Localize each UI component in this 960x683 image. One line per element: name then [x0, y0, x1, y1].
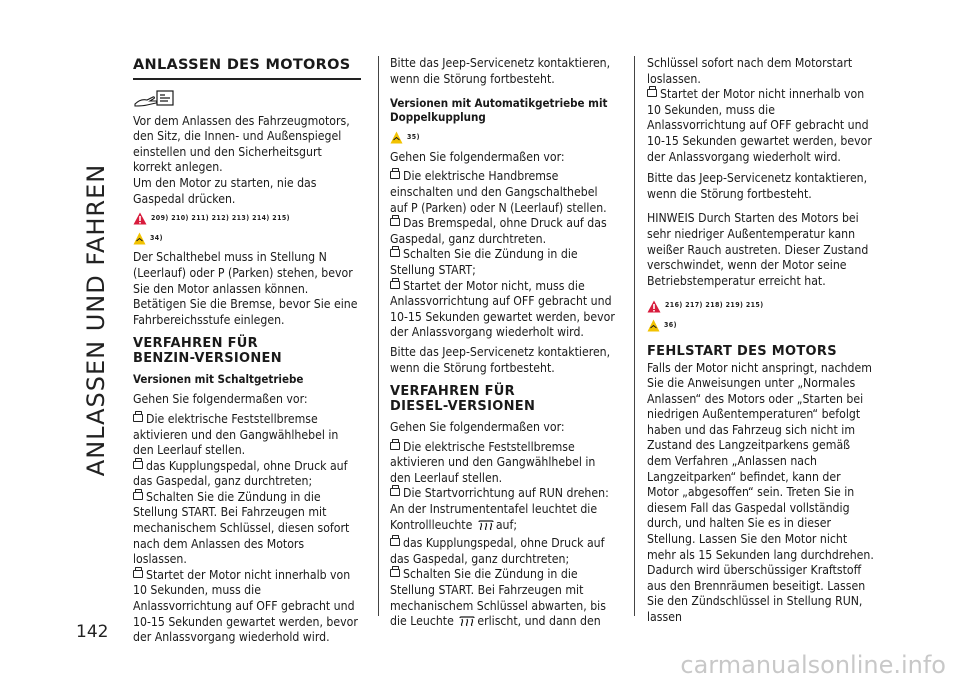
step-icon [390, 171, 400, 179]
manual-hand-icon [133, 88, 177, 110]
note-refs-text: 34) [150, 233, 163, 242]
contact-paragraph: Bitte das Jeep-Servicenetz kontaktieren, wenn die Störung fortbesteht. [647, 171, 868, 201]
step-text: Startet der Motor nicht innerhalb von 10 Sekunden, muss die Anlassvorrichtung auf OFF gebracht und 10-15 Sekunden gewartet werden, bevor der Anlassvorgang wiederholt wird. [647, 87, 872, 164]
step [390, 486, 618, 533]
column-3 [647, 56, 875, 630]
diesel-heading [390, 384, 618, 414]
warning-triangle-icon [647, 300, 661, 313]
warning-refs-text: 209) 210) 211) 212) 213) 214) 215) [151, 214, 290, 223]
diesel-heading-line-2: DIESEL-VERSIONEN [390, 399, 536, 415]
lead-text: Gehen Sie folgendermaßen vor: [390, 420, 565, 435]
step [390, 440, 618, 487]
lead-text: Gehen Sie folgendermaßen vor: [133, 392, 308, 407]
contact-paragraph: Bitte das Jeep-Servicenetz kontaktieren, wenn die Störung fortbesteht. [390, 56, 611, 86]
step-icon [133, 461, 143, 469]
section-heading: ANLASSEN DES MOTOROS [133, 58, 361, 80]
step-text: erlischt, und dann den [477, 614, 601, 629]
step-icon [390, 569, 400, 577]
chapter-title-text: ANLASSEN UND FAHREN [82, 163, 111, 477]
step [133, 490, 361, 568]
warning-refs-text: 216) 217) 218) 219) 215) [665, 301, 764, 310]
step [133, 412, 361, 459]
column-2 [390, 56, 618, 630]
petrol-heading-line-2: BENZIN-VERSIONEN [133, 351, 282, 367]
diesel-heading-line-1: VERFAHREN FÜR [390, 384, 515, 400]
step-icon [390, 249, 400, 257]
step [390, 247, 618, 278]
column-1 [133, 56, 361, 646]
step [390, 169, 618, 216]
step-text: das Kupplungspedal, ohne Druck auf das Gaspedal, ganz durchtreten; [133, 458, 348, 489]
watermark: carmanualsonline.info [680, 651, 946, 679]
step-text: Schalten Sie die Zündung in die Stellung START. Bei Fahrzeugen mit mechanischem Schlüssel abwarten, bis die Leuchte [390, 567, 606, 629]
note-refs [390, 130, 618, 146]
step-text: Startet der Motor nicht, muss die Anlassvorrichtung auf OFF gebracht und 10-15 Sekunden gewartet werden, bevor der Anlassvorgang wiederholt wird. [390, 278, 615, 340]
fail-heading: FEHLSTART DES MOTORS [647, 343, 837, 359]
step-icon [133, 570, 143, 578]
warning-refs [133, 211, 361, 227]
note-refs [133, 231, 361, 247]
step-icon [390, 488, 400, 496]
lead-text: Gehen Sie folgendermaßen vor: [390, 149, 565, 164]
step-text: Schalten Sie die Zündung in die Stellung START. Bei Fahrzeugen mit mechanischem Schlüssel, diesen sofort nach dem Anlassen des Motors loslassen. [133, 489, 350, 567]
warning-refs [647, 298, 875, 314]
step-text: Das Bremspedal, ohne Druck auf das Gaspedal, ganz durchtreten. [390, 216, 607, 246]
contact-paragraph: Bitte das Jeep-Servicenetz kontaktieren, wenn die Störung fortbesteht. [390, 344, 611, 375]
caution-icon [133, 232, 146, 245]
step-text: das Kupplungspedal, ohne Druck auf das Gaspedal, ganz durchtreten; [390, 536, 605, 566]
step [647, 87, 875, 165]
step [390, 216, 618, 247]
caution-icon [647, 319, 660, 332]
column-divider [634, 56, 635, 616]
step [390, 567, 618, 629]
petrol-heading-line-1: VERFAHREN FÜR [133, 336, 258, 352]
column-divider [378, 56, 379, 616]
step-text: Schalten Sie die Zündung in die Stellung START; [390, 247, 578, 277]
step-text: Die elektrische Feststellbremse aktivieren und den Gangwählhebel in den Leerlauf stellen. [390, 439, 596, 485]
step-text: Die Startvorrichtung auf RUN drehen: An der Instrumententafel leuchtet die Kontrollleuchte [390, 486, 609, 532]
glow-plug-lamp-icon [459, 616, 475, 626]
hinweis-paragraph: HINWEIS Durch Starten des Motors bei sehr niedriger Außentemperatur kann weißer Rauch austreten. Dieser Zustand verschwindet, wenn der Motor seine Betriebstemperatur erreicht hat. [647, 211, 869, 288]
auto-gearbox-heading: Versionen mit Automatikgetriebe mit Doppelkupplung [390, 96, 608, 125]
intro-paragraph-2: Um den Motor zu starten, nie das Gaspedal drücken. [133, 175, 317, 206]
glow-plug-lamp-icon [478, 520, 494, 530]
page-number: 142 [76, 622, 109, 642]
note-refs-text: 35) [407, 133, 420, 142]
step-icon [390, 442, 400, 450]
step-icon [390, 218, 400, 226]
intro-paragraph: Vor dem Anlassen des Fahrzeugmotors, den Sitz, die Innen- und Außenspiegel einstellen und den Sicherheitsgurt korrekt anlegen. [133, 113, 350, 175]
step-text: auf; [495, 517, 518, 532]
manual-gearbox-heading: Versionen mit Schaltgetriebe [133, 372, 304, 387]
shift-paragraph: Der Schalthebel muss in Stellung N (Leerlauf) oder P (Parken) stehen, bevor Sie den Motor anlassen können. Betätigen Sie die Bremse, bevor Sie eine Fahrbereichsstufe einlegen. [133, 250, 358, 327]
step-icon [133, 492, 143, 500]
chapter-title [76, 40, 116, 600]
step-icon [390, 281, 400, 289]
fail-paragraph: Falls der Motor nicht anspringt, nachdem Sie die Anweisungen unter „Normales Anlassen“ des Motors oder „Starten bei niedrigen Außentemperaturen“ befolgt haben und das Fahrzeug sich nicht im Zustand des Langzeitparkens gemäß dem Verfahren „Anlassen nach Langzeitparken“ befindet, kann der Motor „abgesoffen“ sein. Treten Sie in diesem Fall das Gaspedal vollständig durch, und halten Sie es in dieser Stellung. Lassen Sie den Motor nicht mehr als 15 Sekunden lang durchdrehen. Dadurch wird überschüssiger Kraftstoff aus den Brennräumen beseitigt. Lassen Sie den Zündschlüssel in Stellung RUN, lassen [647, 360, 874, 624]
note-refs [647, 318, 875, 334]
step-text: Die elektrische Handbremse einschalten und den Gangschalthebel auf P (Parken) oder N (Leerlauf) stellen. [390, 169, 607, 215]
step [390, 536, 618, 567]
step-text: Startet der Motor nicht innerhalb von 10 Sekunden, muss die Anlassvorrichtung auf OFF gebracht und 10-15 Sekunden gewartet werden, bevor der Anlassvorgang wiederhold wird. [133, 567, 358, 645]
petrol-heading [133, 336, 361, 366]
caution-icon [390, 131, 403, 144]
step [133, 459, 361, 490]
warning-triangle-icon [133, 212, 147, 225]
continued-text: Schlüssel sofort nach dem Motorstart loslassen. [647, 56, 853, 86]
step-icon [390, 538, 400, 546]
step-icon [133, 414, 143, 422]
step [133, 568, 361, 646]
step [390, 279, 618, 341]
note-refs-text: 36) [664, 320, 677, 329]
step-text: Die elektrische Feststellbremse aktivieren und den Gangwählhebel in den Leerlauf stellen. [133, 411, 339, 458]
step-icon [647, 89, 657, 97]
